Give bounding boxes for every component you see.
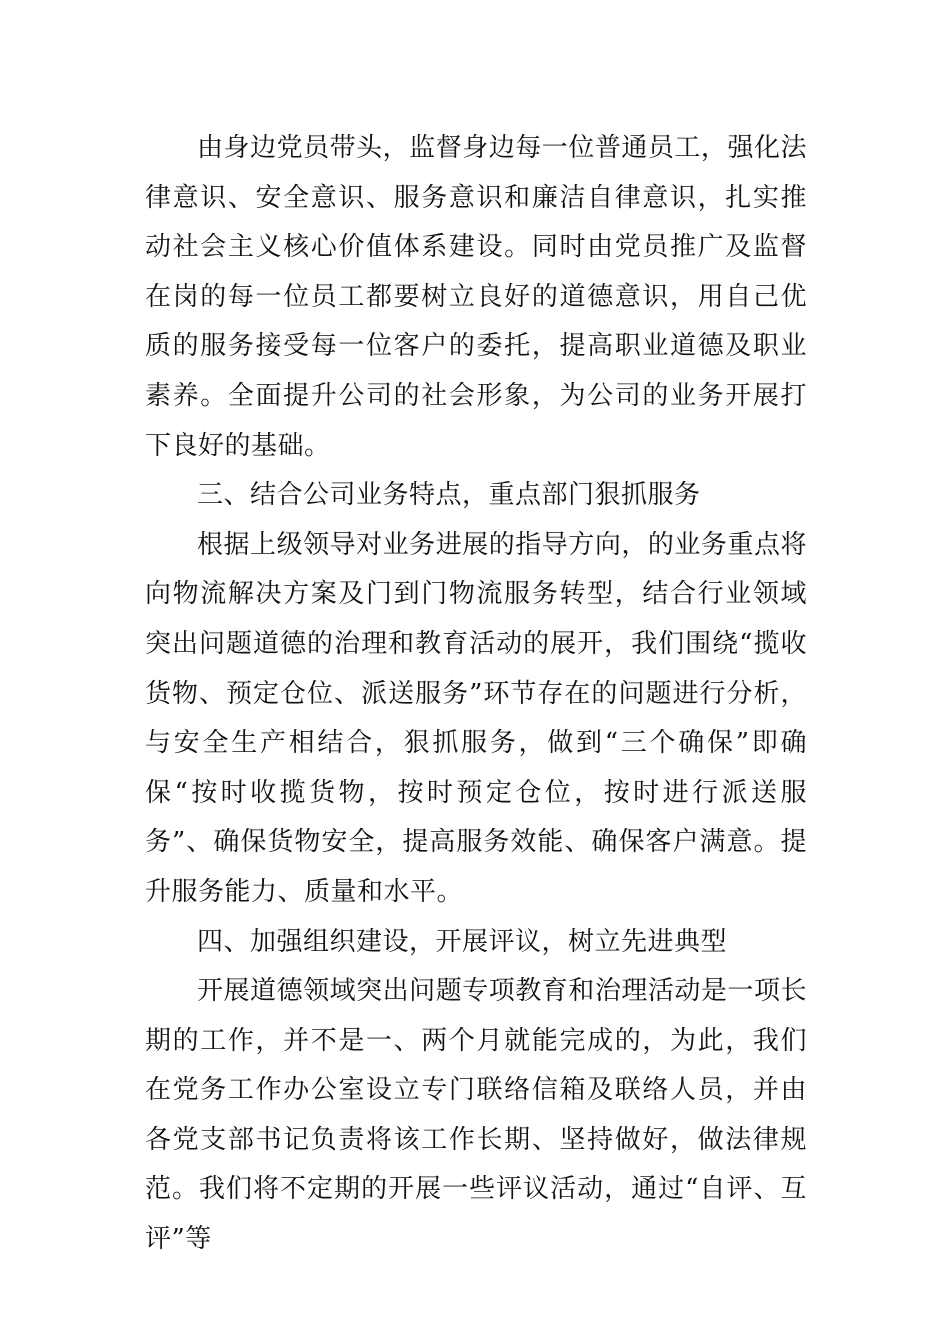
paragraph-organization-building: 开展道德领域突出问题专项教育和治理活动是一项长期的工作，并不是一、两个月就能完成的，为此，我们在党务工作办公室设立专门联络信箱及联络人员，并由各党支部书记负责将该工作长期、坚持做好，做法律规范。我们将不定期的开展一些评议活动，通过“自评、互评”等 (145, 976, 807, 1255)
section-heading-3: 三、结合公司业务特点，重点部门狠抓服务 (197, 480, 701, 511)
paragraph-party-supervision: 由身边党员带头，监督身边每一位普通员工，强化法律意识、安全意识、服务意识和廉洁自律意识，扎实推动社会主义核心价值体系建设。同时由党员推广及监督在岗的每一位员工都要树立良好的道德意识，用自己优质的服务接受每一位客户的委托，提高职业道德及职业素养。全面提升公司的社会形象，为公司的业务开展打下良好的基础。 (145, 133, 807, 461)
section-heading-4: 四、加强组织建设，开展评议，树立先进典型 (197, 926, 728, 957)
paragraph-business-service: 根据上级领导对业务进展的指导方向，的业务重点将向物流解决方案及门到门物流服务转型，结合行业领域突出问题道德的治理和教育活动的展开，我们围绕“揽收货物、预定仓位、派送服务”环节存在的问题进行分析，与安全生产相结合，狠抓服务，做到“三个确保”即确保“按时收揽货物，按时预定仓位，按时进行派送服务”、确保货物安全，提高服务效能、确保客户满意。提升服务能力、质量和水平。 (145, 529, 807, 907)
document-page (145, 124, 807, 1265)
